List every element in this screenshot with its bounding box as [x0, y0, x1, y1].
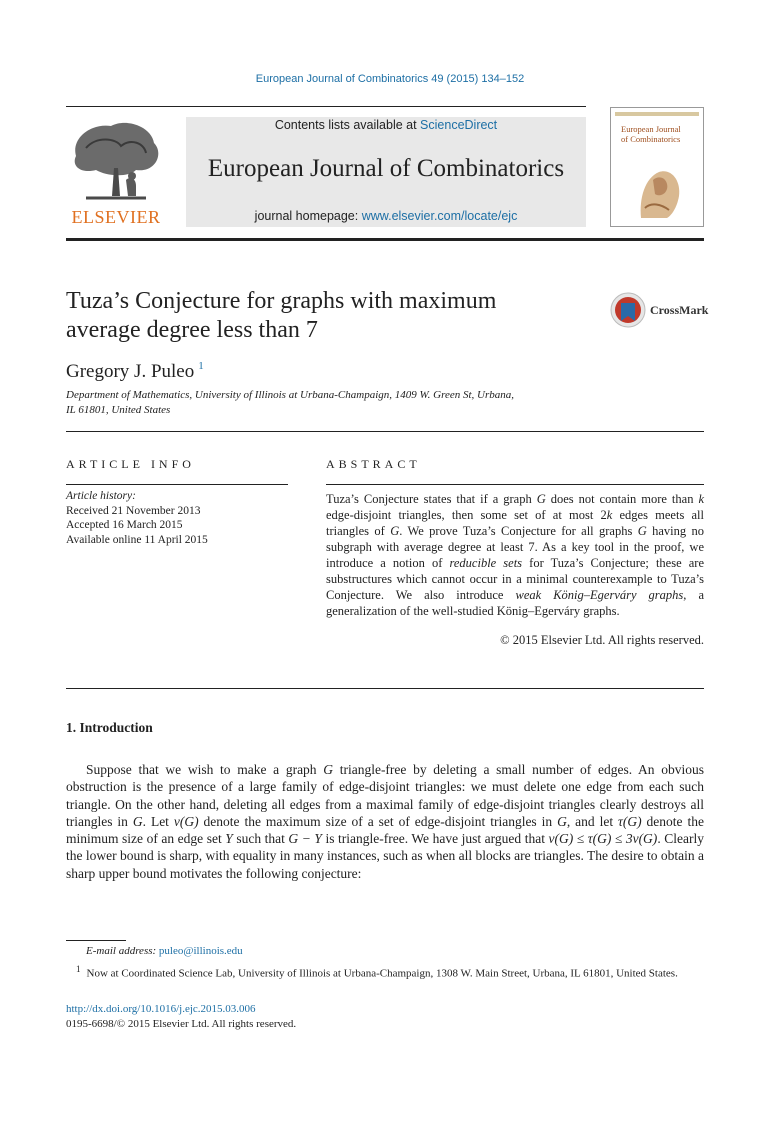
elsevier-tree-logo	[66, 118, 166, 206]
abstract-text: Tuza’s Conjecture states that if a graph G does not contain more than k edge-disjoint triangles, then some set of at most 2k edges meets all triangles of G. We prove Tuza’s Conjecture for all graphs G having no subgraph with average degree at least 7. As a key tool in the proof, we introduce a notion of reducible sets for Tuza’s Conjecture; these are substructures which cannot occur in a minimal counterexample to Tuza’s Conjecture. We also introduce weak König–Egerváry graphs, a generalization of the well-studied König–Egerváry graphs.	[326, 492, 704, 618]
author-name	[66, 360, 204, 383]
abstract-copyright: © 2015 Elsevier Ltd. All rights reserved.	[500, 633, 704, 647]
affiliation-rule	[66, 431, 704, 432]
masthead-thick-rule	[66, 238, 704, 241]
header-rule	[66, 106, 586, 107]
abstract-heading: ABSTRACT	[326, 457, 421, 471]
online-date: Available online 11 April 2015	[66, 533, 208, 546]
crossmark-label: CrossMark	[650, 303, 709, 317]
paper-title	[66, 287, 586, 345]
email-link[interactable]: puleo@illinois.edu	[158, 945, 243, 957]
elsevier-wordmark: ELSEVIER	[71, 207, 161, 227]
contents-prefix: Contents lists available at	[274, 118, 421, 132]
crossmark-icon	[610, 291, 646, 329]
email-footnote	[86, 945, 243, 957]
front-matter-end-rule	[66, 688, 704, 689]
article-info-rule	[66, 484, 288, 485]
author-text: Gregory J. Puleo	[66, 361, 195, 382]
article-info-heading: ARTICLE INFO	[66, 457, 195, 471]
author-affiliation	[66, 388, 586, 417]
abstract-rule	[326, 484, 704, 485]
title-line2: average degree less than 7	[66, 317, 318, 343]
doi-link[interactable]: http://dx.doi.org/10.1016/j.ejc.2015.03.006	[66, 1003, 256, 1015]
sciencedirect-link[interactable]: ScienceDirect	[420, 118, 498, 132]
affiliation-footnote	[66, 962, 704, 981]
footnote-text: Now at Coordinated Science Lab, University of Illinois at Urbana-Champaign, 1308 W. Main Street, Urbana, IL 61801, United States.	[86, 967, 678, 980]
author-footnote-ref[interactable]: 1	[198, 360, 204, 372]
introduction-paragraph: Suppose that we wish to make a graph G triangle-free by deleting a small number of edges. An obvious obstruction is the presence of a large family of edge-disjoint triangles: we must delete one edge from each such triangle. On the other hand, deleting all edges from a maximal family of edge-disjoint triangles clearly destroys all triangles in G. Let ν(G) denote the maximum size of a set of edge-disjoint triangles in G, and let τ(G) denote the minimum size of an edge set Y such that G − Y is triangle-free. We have just argued that ν(G) ≤ τ(G) ≤ 3ν(G). Clearly the lower bound is sharp, with equality in many instances, such as when all blocks are triangles. The desire to obtain a sharp upper bound motivates the following conjecture:	[66, 762, 704, 881]
received-date: Received 21 November 2013	[66, 504, 201, 517]
footnote-mark: 1	[76, 964, 81, 974]
article-history	[66, 489, 208, 547]
title-line1: Tuza’s Conjecture for graphs with maximum	[66, 288, 497, 314]
cover-illustration	[631, 158, 687, 220]
crossmark-badge[interactable]	[610, 291, 709, 329]
accepted-date: Accepted 16 March 2015	[66, 519, 183, 531]
footnote-rule	[66, 940, 126, 941]
cover-top-strip	[615, 112, 699, 116]
contents-line	[186, 118, 586, 132]
journal-reference-link[interactable]: European Journal of Combinatorics 49 (2015) 134–152	[255, 73, 525, 85]
section-heading-introduction: 1. Introduction	[66, 720, 153, 735]
cover-title	[621, 124, 681, 144]
affiliation-line1: Department of Mathematics, University of Illinois at Urbana-Champaign, 1409 W. Green St, Urbana,	[66, 389, 515, 401]
journal-cover-thumbnail[interactable]	[610, 107, 704, 227]
homepage-line	[186, 209, 586, 223]
cover-title-line2: of Combinatorics	[621, 134, 681, 144]
homepage-prefix: journal homepage:	[254, 209, 362, 223]
email-label: E-mail address:	[86, 945, 159, 957]
affiliation-line2: IL 61801, United States	[66, 403, 171, 416]
issn-copyright: 0195-6698/© 2015 Elsevier Ltd. All rights reserved.	[66, 1018, 297, 1030]
history-label: Article history:	[66, 490, 136, 502]
journal-title: European Journal of Combinatorics	[207, 155, 565, 182]
homepage-link[interactable]: www.elsevier.com/locate/ejc	[361, 209, 518, 223]
cover-title-line1: European Journal	[621, 124, 681, 134]
